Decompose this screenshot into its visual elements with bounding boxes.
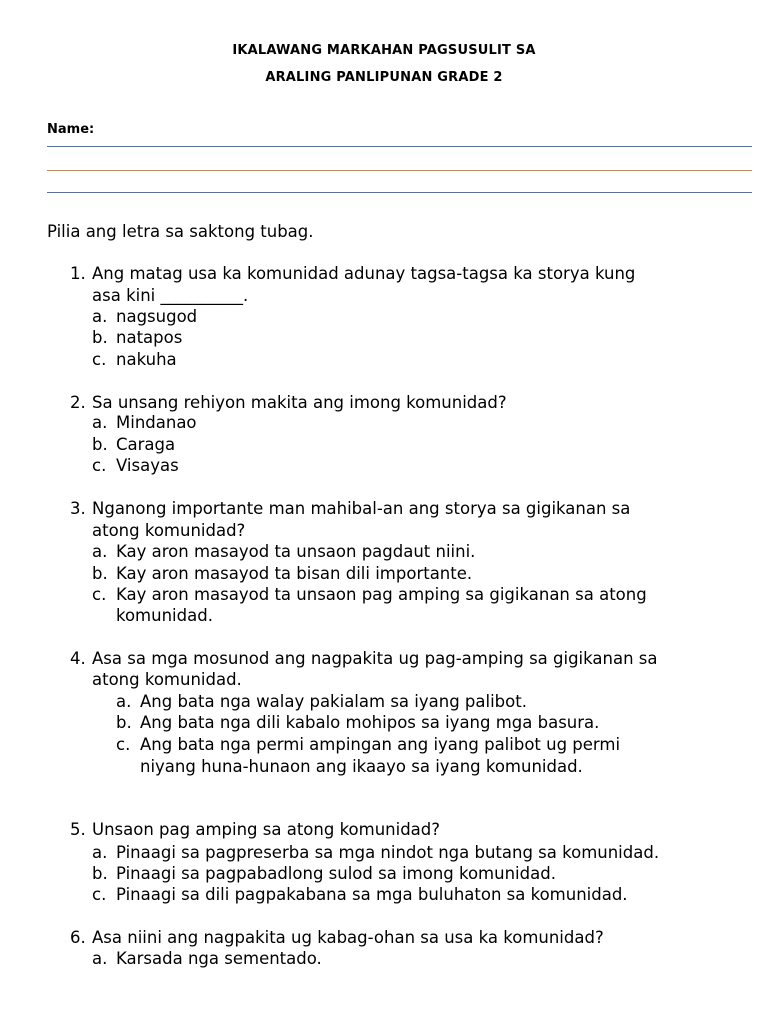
option-letter: a. xyxy=(92,949,108,968)
question-stem: Sa unsang rehiyon makita ang imong komunidad? xyxy=(92,393,507,412)
option-text: Mindanao xyxy=(116,413,197,432)
exam-title-line-1: IKALAWANG MARKAHAN PAGSUSULIT SA xyxy=(232,43,536,58)
option-letter: c. xyxy=(92,585,107,604)
option-text: Ang bata nga permi ampingan ang iyang palibot ug permi xyxy=(140,735,621,754)
question-stem: Ang matag usa ka komunidad adunay tagsa-tagsa ka storya kung xyxy=(92,264,636,283)
option-text: Karsada nga sementado. xyxy=(116,949,322,968)
option-letter: c. xyxy=(92,885,107,904)
option-text: niyang huna-hunaon ang ikaayo sa iyang komunidad. xyxy=(140,757,583,776)
question-stem: atong komunidad? xyxy=(92,521,246,540)
name-line-1 xyxy=(47,146,752,147)
question-stem: Asa sa mga mosunod ang nagpakita ug pag-amping sa gigikanan sa xyxy=(92,649,658,668)
option-text: Pinaagi sa pagpabadlong sulod sa imong komunidad. xyxy=(116,864,556,883)
option-letter: b. xyxy=(92,328,108,347)
question-number: 5. xyxy=(70,820,86,839)
question-stem: atong komunidad. xyxy=(92,670,242,689)
option-letter: c. xyxy=(116,735,131,754)
question-number: 1. xyxy=(70,264,86,283)
option-letter: b. xyxy=(92,864,108,883)
option-letter: a. xyxy=(92,843,108,862)
option-letter: a. xyxy=(92,413,108,432)
option-text: natapos xyxy=(116,328,183,347)
option-text: Ang bata nga dili kabalo mohipos sa iyang mga basura. xyxy=(140,713,600,732)
option-text: nagsugod xyxy=(116,307,198,326)
exam-title-line-2: ARALING PANLIPUNAN GRADE 2 xyxy=(265,70,503,85)
name-label: Name: xyxy=(47,122,95,137)
option-text: nakuha xyxy=(116,350,177,369)
question-stem: Nganong importante man mahibal-an ang storya sa gigikanan sa xyxy=(92,499,631,518)
option-letter: b. xyxy=(92,564,108,583)
option-letter: a. xyxy=(92,542,108,561)
option-text: Visayas xyxy=(116,456,179,475)
question-stem: Asa niini ang nagpakita ug kabag-ohan sa usa ka komunidad? xyxy=(92,928,604,947)
question-number: 3. xyxy=(70,499,86,518)
option-letter: c. xyxy=(92,350,107,369)
option-letter: a. xyxy=(116,692,132,711)
option-text: Kay aron masayod ta bisan dili importante. xyxy=(116,564,473,583)
option-text: komunidad. xyxy=(116,606,213,625)
option-text: Pinaagi sa dili pagpakabana sa mga buluhaton sa komunidad. xyxy=(116,885,628,904)
option-text: Pinaagi sa pagpreserba sa mga nindot nga butang sa komunidad. xyxy=(116,843,660,862)
instruction: Pilia ang letra sa saktong tubag. xyxy=(47,222,314,241)
option-text: Kay aron masayod ta unsaon pag amping sa gigikanan sa atong xyxy=(116,585,647,604)
name-line-3 xyxy=(47,192,752,193)
option-text: Kay aron masayod ta unsaon pagdaut niini. xyxy=(116,542,476,561)
option-letter: b. xyxy=(116,713,132,732)
option-text: Ang bata nga walay pakialam sa iyang palibot. xyxy=(140,692,527,711)
question-stem: asa kini __________. xyxy=(92,286,249,305)
option-letter: c. xyxy=(92,456,107,475)
name-line-2 xyxy=(47,170,752,171)
question-number: 4. xyxy=(70,649,86,668)
option-letter: a. xyxy=(92,307,108,326)
option-text: Caraga xyxy=(116,435,176,454)
question-number: 2. xyxy=(70,393,86,412)
option-letter: b. xyxy=(92,435,108,454)
question-number: 6. xyxy=(70,928,86,947)
question-stem: Unsaon pag amping sa atong komunidad? xyxy=(92,820,441,839)
